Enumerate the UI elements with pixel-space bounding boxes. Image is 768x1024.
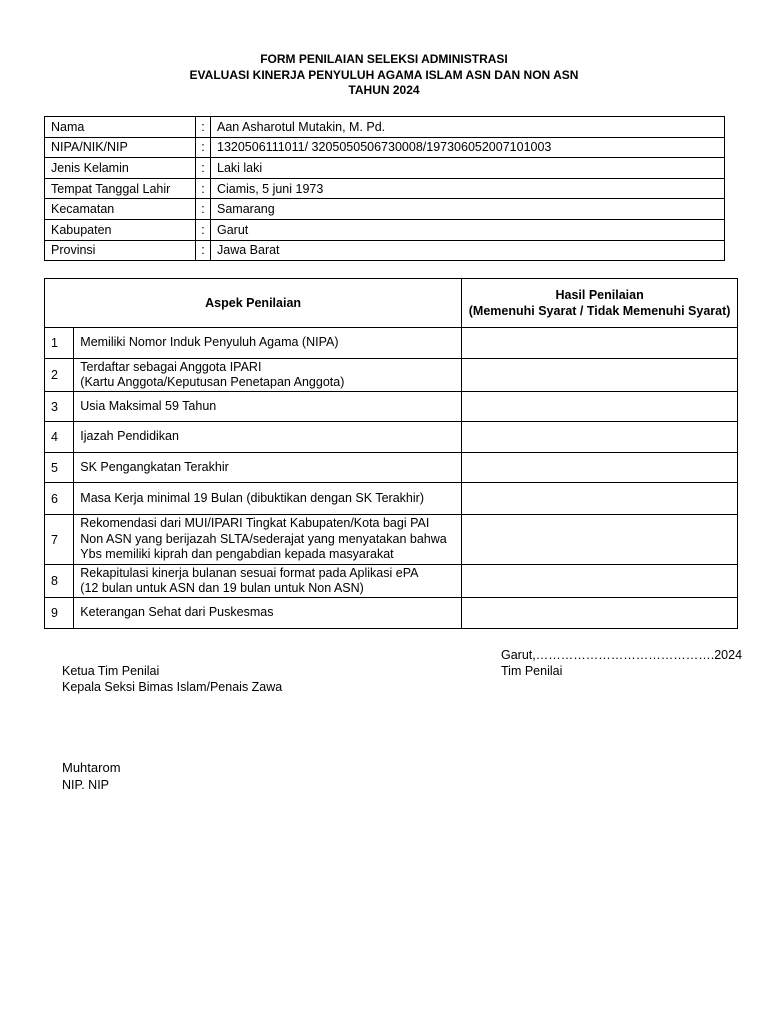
left-title: Ketua Tim Penilai <box>62 664 160 678</box>
assessment-row <box>45 328 738 359</box>
aspect-text-line: Usia Maksimal 59 Tahun <box>80 398 217 413</box>
identity-value: Samarang <box>211 199 725 220</box>
right-title: Tim Penilai <box>501 664 563 678</box>
left-signature-block <box>62 663 282 695</box>
identity-row <box>45 199 725 220</box>
result-cell[interactable] <box>462 483 738 515</box>
result-cell[interactable] <box>462 565 738 598</box>
aspect-text-line: (Kartu Anggota/Keputusan Penetapan Anggota) <box>80 375 345 389</box>
aspect-text-line: Memiliki Nomor Induk Penyuluh Agama (NIPA) <box>80 335 339 350</box>
row-number: 3 <box>45 392 74 422</box>
aspect-text-line: Terdaftar sebagai Anggota IPARI <box>80 359 262 374</box>
result-cell[interactable] <box>462 392 738 422</box>
identity-value: Laki laki <box>211 158 725 179</box>
aspect-text-line: Ijazah Pendidikan <box>80 429 179 444</box>
assessment-table <box>44 278 738 629</box>
identity-label: NIPA/NIK/NIP <box>45 137 196 158</box>
identity-label: Kecamatan <box>45 199 196 220</box>
aspect-cell <box>74 515 462 565</box>
aspect-text-line: (12 bulan untuk ASN dan 19 bulan untuk Non ASN) <box>80 581 364 595</box>
row-number: 2 <box>45 359 74 392</box>
row-number: 4 <box>45 422 74 453</box>
signer-name: Muhtarom <box>62 760 121 775</box>
row-number: 7 <box>45 515 74 565</box>
identity-colon: : <box>196 178 211 199</box>
aspect-cell <box>74 598 462 629</box>
identity-row <box>45 178 725 199</box>
aspect-cell <box>74 328 462 359</box>
row-number: 5 <box>45 453 74 483</box>
row-number: 8 <box>45 565 74 598</box>
identity-colon: : <box>196 137 211 158</box>
result-cell[interactable] <box>462 453 738 483</box>
aspect-cell <box>74 359 462 392</box>
aspect-cell <box>74 483 462 515</box>
place-date: Garut,…………………………………….2024 <box>501 648 743 662</box>
identity-value: Garut <box>211 219 725 240</box>
identity-label: Kabupaten <box>45 219 196 240</box>
assessment-row <box>45 565 738 598</box>
result-cell[interactable] <box>462 515 738 565</box>
right-signature-block <box>501 647 742 679</box>
identity-row <box>45 158 725 179</box>
identity-row <box>45 240 725 261</box>
aspect-header: Aspek Penilaian <box>45 279 462 328</box>
assessment-row <box>45 453 738 483</box>
identity-label: Tempat Tanggal Lahir <box>45 178 196 199</box>
result-header <box>462 279 738 328</box>
assessment-row <box>45 359 738 392</box>
identity-value: Ciamis, 5 juni 1973 <box>211 178 725 199</box>
identity-row <box>45 117 725 138</box>
assessment-row <box>45 598 738 629</box>
identity-colon: : <box>196 199 211 220</box>
identity-row <box>45 137 725 158</box>
form-title <box>0 52 768 99</box>
identity-colon: : <box>196 240 211 261</box>
identity-colon: : <box>196 117 211 138</box>
result-cell[interactable] <box>462 422 738 453</box>
aspect-text-line: SK Pengangkatan Terakhir <box>80 459 229 474</box>
assessment-header-row <box>45 279 738 328</box>
aspect-cell <box>74 453 462 483</box>
identity-value: Aan Asharotul Mutakin, M. Pd. <box>211 117 725 138</box>
identity-colon: : <box>196 158 211 179</box>
identity-value: 1320506111011/ 3205050506730008/197306052007101003 <box>211 137 725 158</box>
title-line-3: TAHUN 2024 <box>348 83 420 97</box>
aspect-cell <box>74 422 462 453</box>
signer-nip: NIP. NIP <box>62 778 110 792</box>
identity-value: Jawa Barat <box>211 240 725 261</box>
aspect-text-line: Masa Kerja minimal 19 Bulan (dibuktikan dengan SK Terakhir) <box>80 490 424 505</box>
aspect-text-line: Rekomendasi dari MUI/IPARI Tingkat Kabupaten/Kota bagi PAI <box>80 516 430 531</box>
aspect-text-line: Keterangan Sehat dari Puskesmas <box>80 605 274 620</box>
aspect-cell <box>74 565 462 598</box>
title-line-1: FORM PENILAIAN SELEKSI ADMINISTRASI <box>260 52 508 66</box>
identity-row <box>45 219 725 240</box>
assessment-row <box>45 515 738 565</box>
aspect-text-line: Rekapitulasi kinerja bulanan sesuai format pada Aplikasi ePA <box>80 565 419 580</box>
result-header-line-2: (Memenuhi Syarat / Tidak Memenuhi Syarat) <box>468 304 731 318</box>
aspect-cell <box>74 392 462 422</box>
assessment-row <box>45 483 738 515</box>
result-cell[interactable] <box>462 359 738 392</box>
row-number: 9 <box>45 598 74 629</box>
identity-label: Provinsi <box>45 240 196 261</box>
identity-label: Jenis Kelamin <box>45 158 196 179</box>
row-number: 6 <box>45 483 74 515</box>
left-position: Kepala Seksi Bimas Islam/Penais Zawa <box>62 680 283 694</box>
assessment-row <box>45 392 738 422</box>
aspect-text-line: Ybs memiliki kiprah dan pengabdian kepada masyarakat <box>80 547 394 562</box>
row-number: 1 <box>45 328 74 359</box>
assessment-row <box>45 422 738 453</box>
title-line-2: EVALUASI KINERJA PENYULUH AGAMA ISLAM ASN DAN NON ASN <box>189 67 579 82</box>
identity-colon: : <box>196 219 211 240</box>
aspect-text-line: Non ASN yang berijazah SLTA/sederajat yang menyatakan bahwa <box>80 531 447 546</box>
identity-label: Nama <box>45 117 196 138</box>
result-cell[interactable] <box>462 598 738 629</box>
result-cell[interactable] <box>462 328 738 359</box>
result-header-line-1: Hasil Penilaian <box>555 288 644 302</box>
identity-table <box>44 116 725 261</box>
